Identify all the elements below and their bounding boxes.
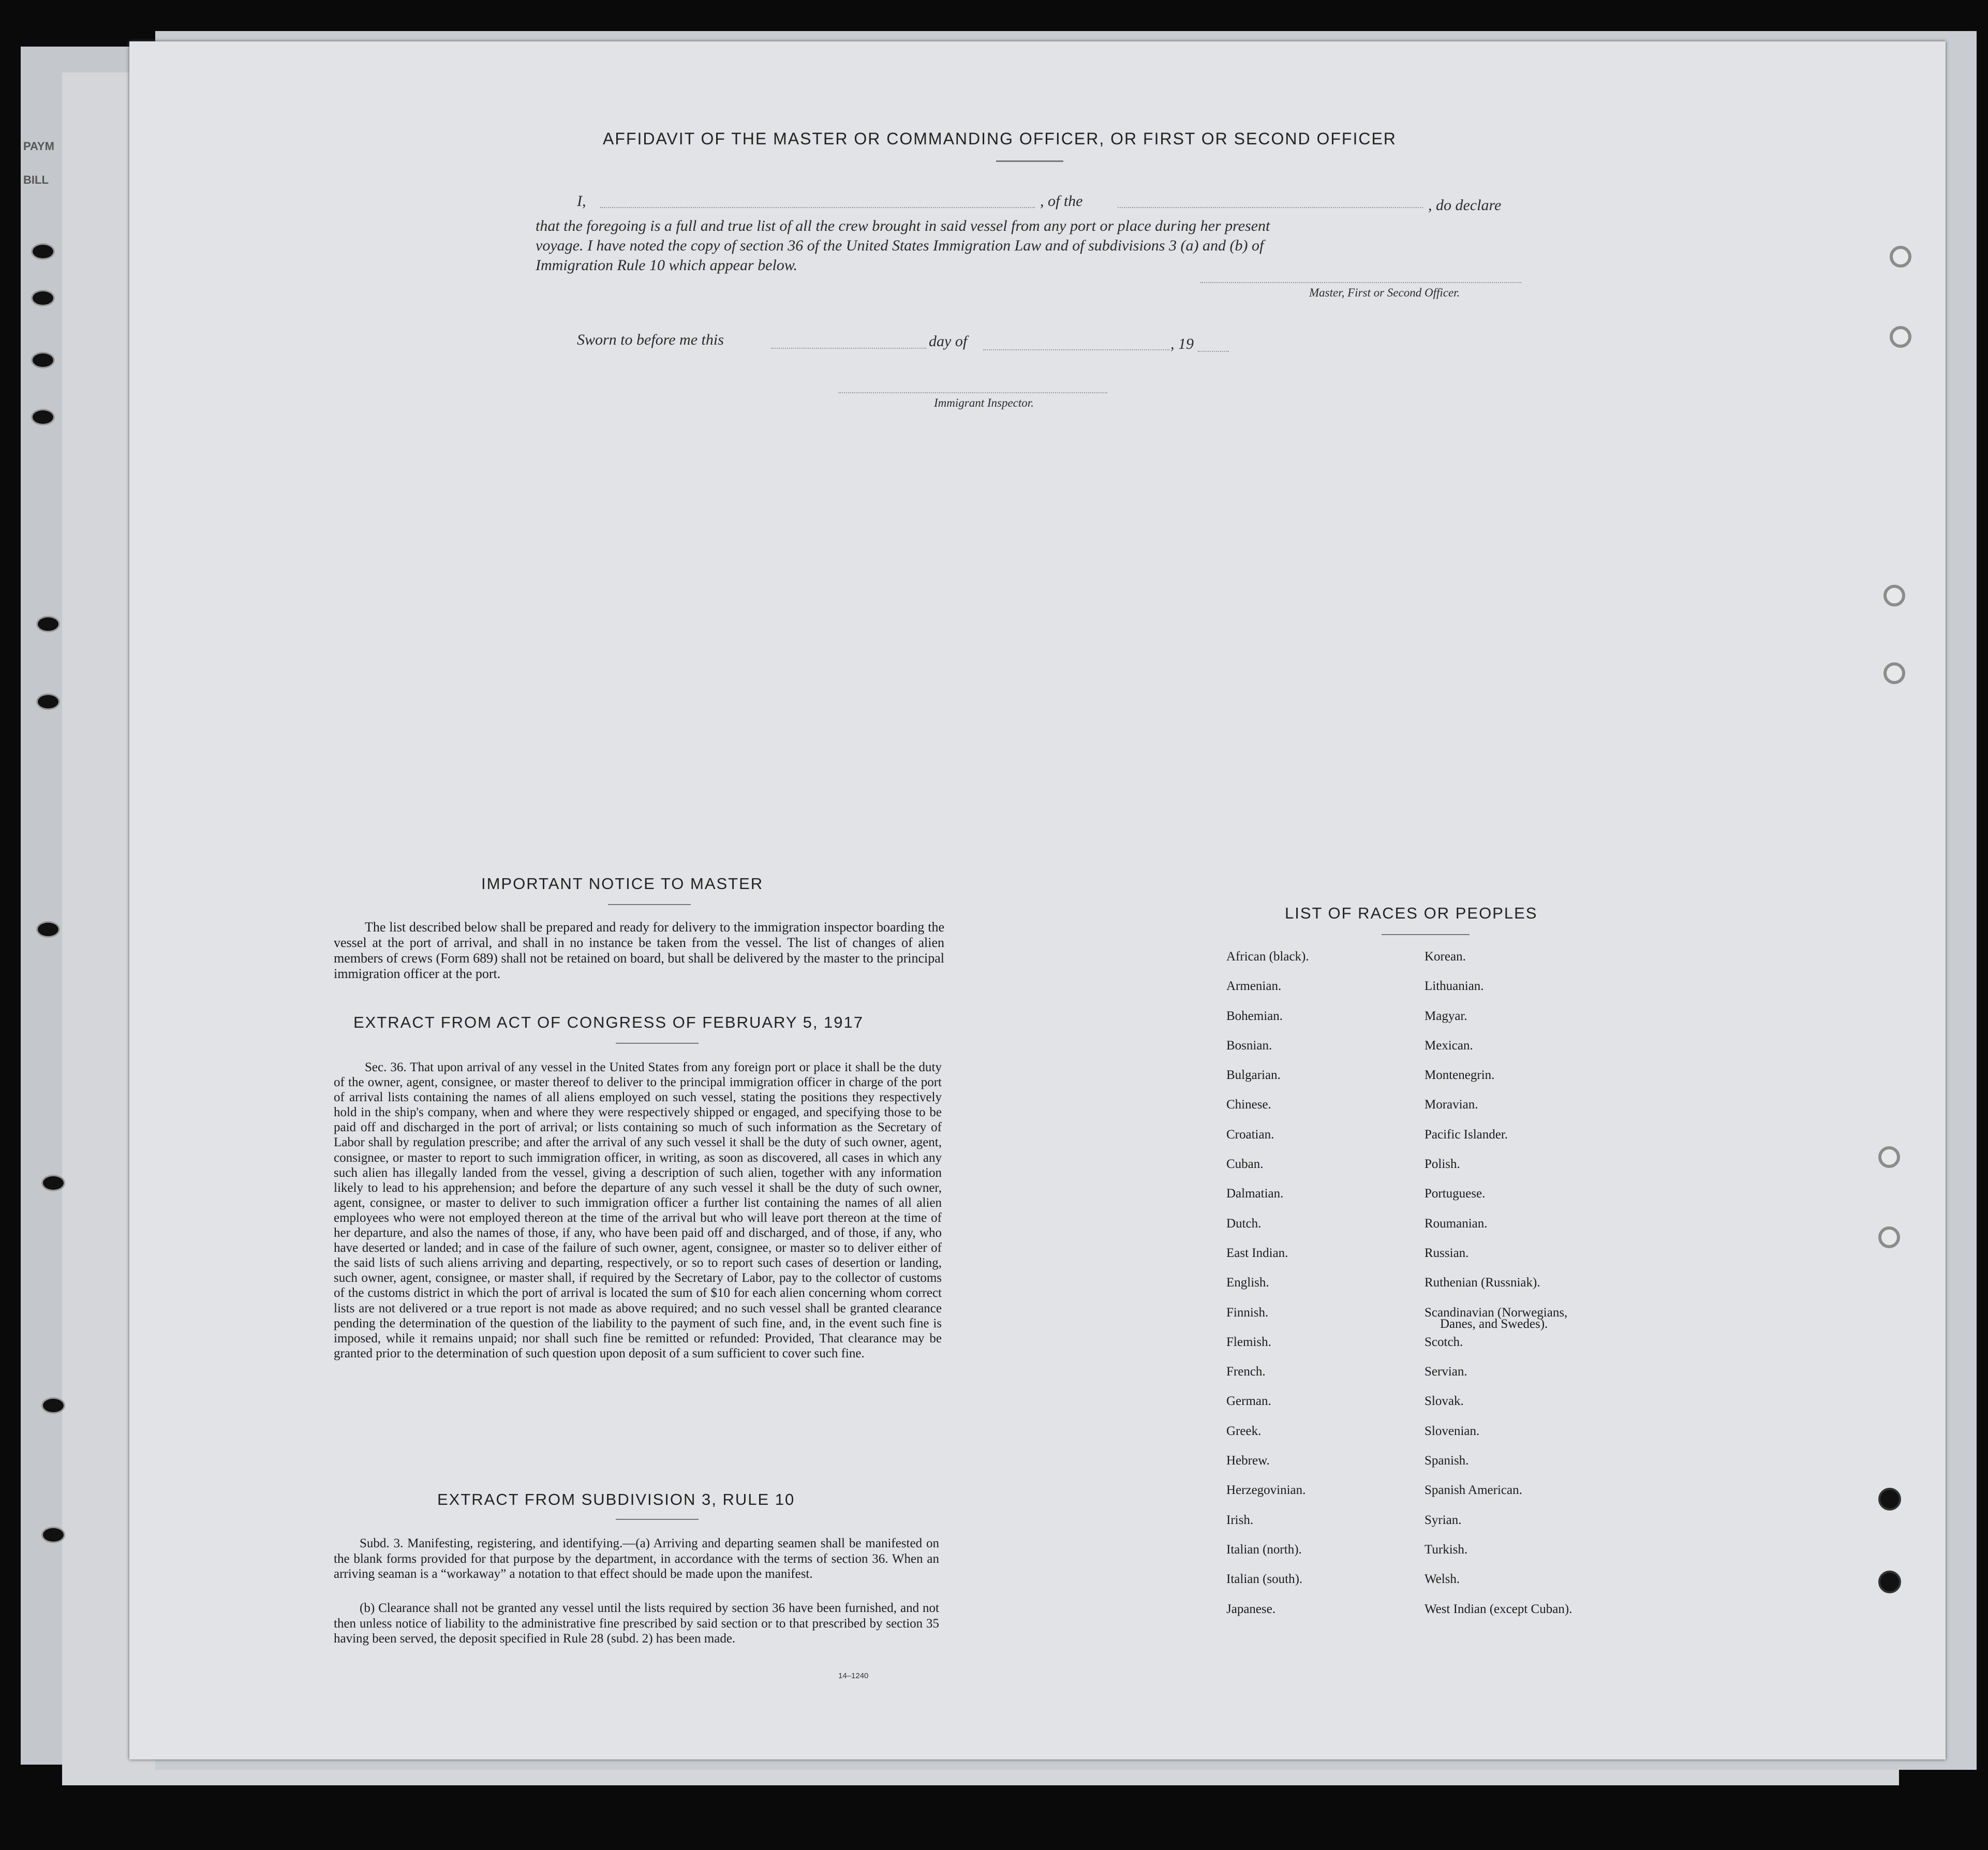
signer-label: Master, First or Second Officer. <box>1309 286 1460 299</box>
race-item: Scotch. <box>1425 1335 1463 1349</box>
race-item: Moravian. <box>1425 1098 1478 1112</box>
race-item: Flemish. <box>1226 1335 1271 1349</box>
race-item: Finnish. <box>1226 1305 1269 1320</box>
rule-subd-a: Subd. 3. Manifesting, registering, and identifying.—(a) Arriving and departing seamen shall be manifested on the blank forms provided for that purpose by the department, in accordance with the terms of section 36. When an arriving seaman is a “workaway” a notation to that effect should be made upon the manifest. <box>334 1536 939 1581</box>
signature-blank[interactable] <box>1200 282 1521 283</box>
binder-hole <box>36 693 60 710</box>
punch-hole <box>1878 1488 1901 1511</box>
race-item: German. <box>1226 1394 1271 1409</box>
punch-hole <box>1890 326 1911 348</box>
race-item: Syrian. <box>1425 1513 1462 1527</box>
binder-hole <box>31 290 55 306</box>
races-right-column <box>1425 950 1642 1632</box>
edge-tab-label: BILL <box>23 173 49 186</box>
race-item: West Indian (except Cuban). <box>1425 1602 1572 1616</box>
sworn-year-blank[interactable] <box>1198 351 1229 352</box>
race-item: Slovenian. <box>1425 1424 1480 1438</box>
race-item: Japanese. <box>1226 1602 1276 1616</box>
notice-title: IMPORTANT NOTICE TO MASTER <box>481 875 764 893</box>
punch-hole <box>1883 662 1905 684</box>
race-item-text: Scandinavian (Norwegians, <box>1425 1305 1568 1320</box>
race-item: Bohemian. <box>1226 1009 1283 1023</box>
race-item: Bosnian. <box>1226 1038 1272 1053</box>
act-text: Sec. 36. That upon arrival of any vessel in the United States from any foreign port or place it shall be the duty of the owner, agent, consignee, or master thereof to deliver to the principal immigration officer in charge of the port of arrival lists containing the names of all aliens employed on such vessel, stating the positions they respectively hold in the ship's company, when and where they were respectively shipped or engaged, and specifying those to be paid off and discharged in the port of arrival; or lists containing so much of such information as the Secretary of Labor shall by regulation prescribe; and after the arrival of any such vessel it shall be the duty of such owner, agent, consignee, or master to report to such immigration officer, in writing, as soon as discovered, all cases in which any such alien has illegally landed from the vessel, giving a description of such alien, together with any information likely to lead to his apprehension; and before the departure of any such vessel it shall be the duty of such owner, agent, consignee, or master to deliver to such immigration officer a further list containing the names of all alien employees who were not employed thereon at the time of the arrival but who will leave port thereon at the time of her departure, and also the names of those, if any, who have been paid off and discharged, and of those, if any, who have deserted or landed; and in case of the failure of such owner, agent, consignee, or master so to deliver either of the said lists of such aliens arriving and departing, respectively, or so to report such cases of desertion or landing, such owner, agent, consignee, or master shall, if required by the Secretary of Labor, pay to the collector of customs of the customs district in which the port of arrival is located the sum of $10 for each alien concerning whom correct lists are not delivered or a true report is not made as above required; and no such vessel shall be granted clearance pending the determination of the question of the liability to the payment of such fine, and, in the event such fine is imposed, while it remains unpaid; nor shall such fine be remitted or refunded: Provided, That clearance may be granted prior to the determination of such question upon deposit of a sum sufficient to cover such fine. <box>334 1060 942 1360</box>
inspector-signature-blank[interactable] <box>838 392 1107 393</box>
affidavit-line: that the foregoing is a full and true list of all the crew brought in said vessel from any port or place during her present <box>536 217 1270 234</box>
race-item: Slovak. <box>1425 1394 1464 1409</box>
race-item: French. <box>1226 1365 1266 1379</box>
rule-subd-b: (b) Clearance shall not be granted any vessel until the lists required by section 36 have been furnished, and not then unless notice of liability to the administrative fine prescribed by said section or to that prescribed by section 35 having been served, the deposit specified in Rule 28 (subd. 2) has been made. <box>334 1601 939 1646</box>
binder-hole <box>41 1175 65 1191</box>
rule-rule <box>616 1519 699 1520</box>
sworn-day-blank[interactable] <box>771 348 926 349</box>
race-item: Lithuanian. <box>1425 979 1484 994</box>
race-item: Welsh. <box>1425 1572 1460 1587</box>
race-item: Italian (north). <box>1226 1542 1302 1557</box>
binder-hole <box>31 352 55 368</box>
binder-hole <box>31 409 55 425</box>
race-item: Greek. <box>1226 1424 1262 1438</box>
punch-hole <box>1878 1226 1900 1248</box>
race-item: Roumanian. <box>1425 1216 1488 1231</box>
inspector-label: Immigrant Inspector. <box>934 396 1034 409</box>
sworn-month-blank[interactable] <box>983 349 1169 350</box>
affidavit-title: AFFIDAVIT OF THE MASTER OR COMMANDING OFFICER, OR FIRST OR SECOND OFFICER <box>603 129 1397 148</box>
race-item: Russian. <box>1425 1246 1469 1260</box>
race-item: Pacific Islander. <box>1425 1127 1508 1142</box>
race-item: African (black). <box>1226 950 1309 964</box>
notice-text: The list described below shall be prepared and ready for delivery to the immigration inspector boarding the vessel at the port of arrival, and shall in no instance be taken from the vessel. The list of changes of alien members of crews (Form 689) shall not be retained on board, but shall be delivered by the master to the principal immigration officer at the port. <box>334 920 944 981</box>
year-text: , 19 <box>1170 335 1194 352</box>
affidavit-line: Immigration Rule 10 which appear below. <box>536 257 798 274</box>
punch-hole <box>1883 585 1905 606</box>
races-left-column <box>1226 950 1413 1632</box>
race-item: Cuban. <box>1226 1157 1264 1172</box>
race-item: Hebrew. <box>1226 1454 1270 1468</box>
rule-title: EXTRACT FROM SUBDIVISION 3, RULE 10 <box>437 1490 795 1508</box>
race-item: Portuguese. <box>1425 1187 1486 1201</box>
edge-tab-label: PAYM <box>23 140 54 153</box>
race-item: Korean. <box>1425 950 1466 964</box>
binder-hole <box>36 921 60 938</box>
act-rule <box>616 1043 699 1044</box>
race-item-continuation: Danes, and Swedes). <box>1440 1316 1548 1331</box>
day-of-text: day of <box>929 333 968 350</box>
race-item: Polish. <box>1425 1157 1460 1172</box>
title-rule <box>996 160 1063 162</box>
race-item: Spanish American. <box>1425 1483 1522 1498</box>
punch-hole <box>1878 1146 1900 1168</box>
form-number: 14–1240 <box>838 1671 869 1680</box>
vessel-blank[interactable] <box>1118 207 1423 208</box>
race-item: Turkish. <box>1425 1542 1468 1557</box>
races-rule <box>1382 934 1470 935</box>
race-item: Spanish. <box>1425 1454 1469 1468</box>
affidavit-do-declare: , do declare <box>1428 197 1502 214</box>
sworn-text: Sworn to before me this <box>577 331 724 348</box>
punch-hole <box>1890 246 1911 268</box>
race-item: Montenegrin. <box>1425 1068 1495 1083</box>
act-title: EXTRACT FROM ACT OF CONGRESS OF FEBRUARY 5, 1917 <box>353 1013 864 1031</box>
race-item: Magyar. <box>1425 1009 1467 1023</box>
race-item: East Indian. <box>1226 1246 1288 1260</box>
race-item: Dutch. <box>1226 1216 1262 1231</box>
race-item: Servian. <box>1425 1365 1467 1379</box>
binder-hole <box>41 1397 65 1414</box>
race-item: Herzegovinian. <box>1226 1483 1306 1498</box>
race-item: Irish. <box>1226 1513 1254 1527</box>
race-item: Dalmatian. <box>1226 1187 1284 1201</box>
race-item: Croatian. <box>1226 1127 1274 1142</box>
name-blank[interactable] <box>600 207 1035 208</box>
race-item: Mexican. <box>1425 1038 1473 1053</box>
race-item <box>1425 1306 1642 1335</box>
punch-hole <box>1878 1571 1901 1593</box>
binder-hole <box>41 1527 65 1543</box>
affidavit-line: voyage. I have noted the copy of section 36 of the United States Immigration Law and of subdivisions 3 (a) and (b) of <box>536 237 1264 254</box>
affidavit-of-the: , of the <box>1040 193 1083 210</box>
race-item: Bulgarian. <box>1226 1068 1281 1083</box>
races-title: LIST OF RACES OR PEOPLES <box>1285 904 1538 922</box>
form-sheet <box>129 41 1946 1759</box>
notice-rule <box>608 904 691 905</box>
affidavit-i: I, <box>577 193 586 210</box>
binder-hole <box>36 616 60 632</box>
race-item: Italian (south). <box>1226 1572 1303 1587</box>
race-item: Armenian. <box>1226 979 1282 994</box>
race-item: Chinese. <box>1226 1098 1271 1112</box>
race-item: English. <box>1226 1276 1269 1290</box>
race-item: Ruthenian (Russniak). <box>1425 1276 1540 1290</box>
binder-hole <box>31 243 55 260</box>
